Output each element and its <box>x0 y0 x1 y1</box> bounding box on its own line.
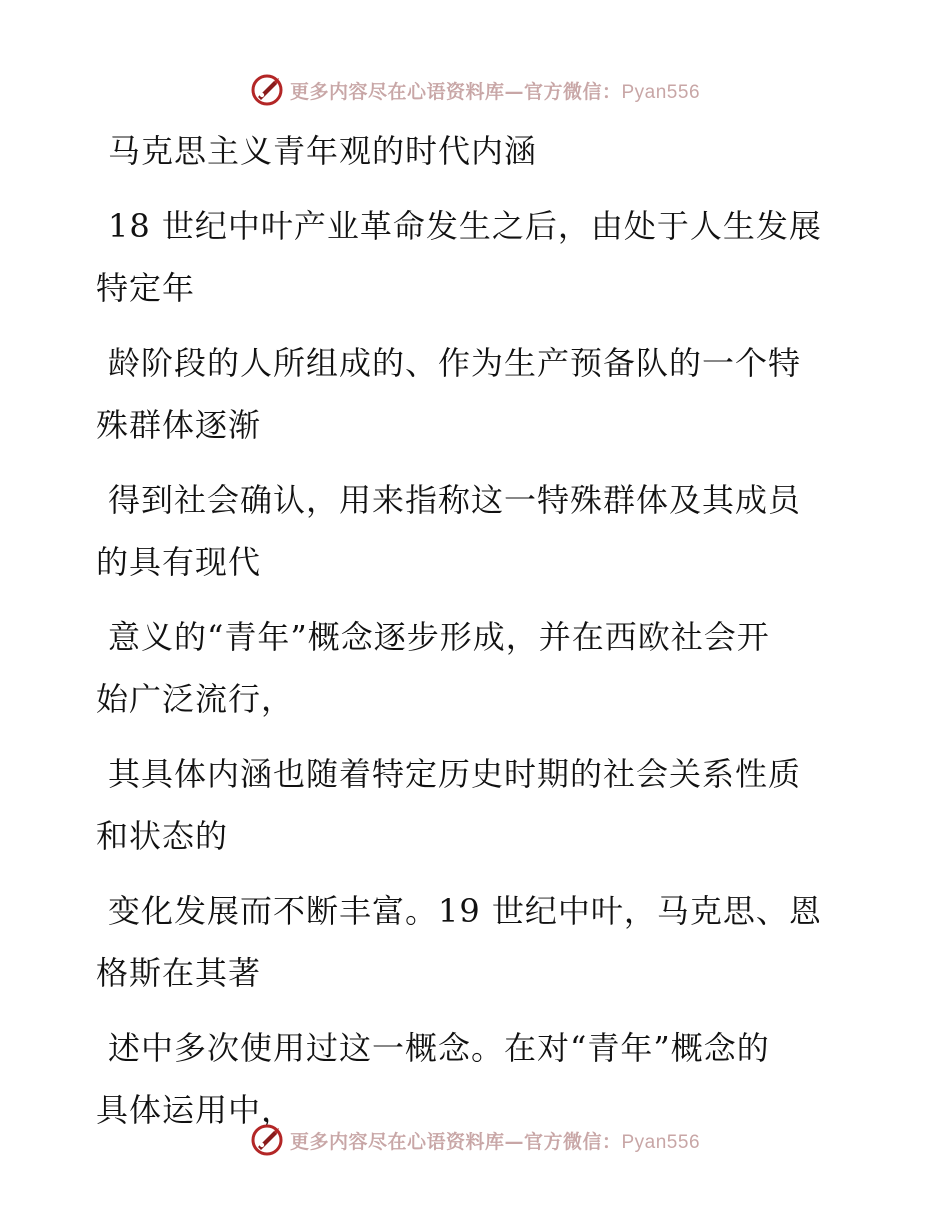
watermark-handle: Pyan556 <box>621 81 701 103</box>
paragraph-line: 始广泛流行， <box>96 680 295 718</box>
paragraph-line: 得到社会确认，用来指称这一特殊群体及其成员 <box>108 481 802 519</box>
watermark-text: 更多内容尽在心语资料库—官方微信：Pyan556 <box>289 80 701 103</box>
logo-icon <box>250 1123 284 1157</box>
paragraph-line: 18 世纪中叶产业革命发生之后，由处于人生发展 <box>108 207 822 245</box>
paragraph-line: 具体运用中， <box>96 1091 295 1129</box>
paragraph-line: 意义的“青年”概念逐步形成，并在西欧社会开 <box>108 618 770 656</box>
document-body <box>96 120 856 1154</box>
paragraph-line: 殊群体逐渐 <box>96 406 262 444</box>
footer-watermark <box>0 1120 950 1160</box>
header-watermark <box>0 70 950 110</box>
logo-icon <box>250 73 284 107</box>
paragraph-line: 述中多次使用过这一概念。在对“青年”概念的 <box>108 1029 770 1067</box>
paragraph <box>96 332 856 456</box>
paragraph-line: 变化发展而不断丰富。19 世纪中叶，马克思、恩 <box>108 892 822 930</box>
watermark-handle: Pyan556 <box>621 1131 701 1153</box>
paragraph <box>96 743 856 867</box>
paragraph-line: 特定年 <box>96 269 196 307</box>
paragraph <box>96 880 856 1004</box>
document-title: 马克思主义青年观的时代内涵 <box>108 132 538 170</box>
paragraph-line: 的具有现代 <box>96 543 262 581</box>
paragraph <box>96 606 856 730</box>
paragraph <box>96 195 856 319</box>
paragraph <box>96 469 856 593</box>
paragraph-line: 和状态的 <box>96 817 229 855</box>
paragraph-line: 格斯在其著 <box>96 954 262 992</box>
watermark-text: 更多内容尽在心语资料库—官方微信：Pyan556 <box>289 1130 701 1153</box>
paragraph-line: 其具体内涵也随着特定历史时期的社会关系性质 <box>108 755 802 793</box>
paragraph-line: 龄阶段的人所组成的、作为生产预备队的一个特 <box>108 344 802 382</box>
